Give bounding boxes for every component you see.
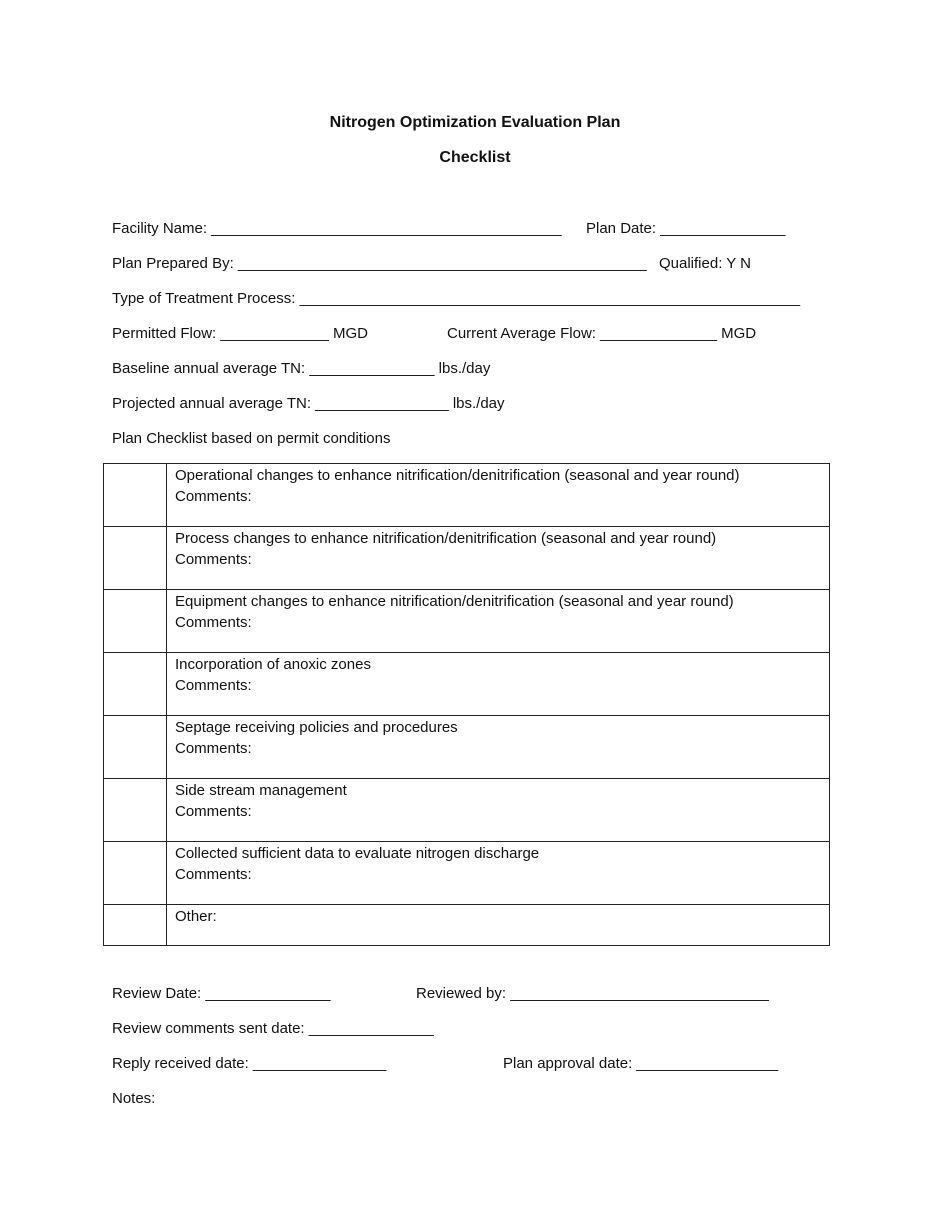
checkbox-cell[interactable] bbox=[104, 590, 167, 653]
checklist-item-cell[interactable] bbox=[167, 905, 830, 946]
checklist-item-label: Operational changes to enhance nitrification/denitrification (seasonal and year round) bbox=[175, 467, 740, 484]
checklist-intro: Plan Checklist based on permit conditions bbox=[112, 430, 391, 447]
checklist-row bbox=[104, 842, 830, 905]
checklist-row bbox=[104, 716, 830, 779]
checklist-item-label: Incorporation of anoxic zones bbox=[175, 656, 371, 673]
checklist-table bbox=[103, 463, 830, 946]
checklist-item-cell bbox=[167, 653, 830, 716]
notes-label[interactable]: Notes: bbox=[112, 1090, 156, 1107]
baseline-tn-field[interactable]: Baseline annual average TN: _______________ lbs./day bbox=[112, 360, 491, 377]
facility-name-field[interactable]: Facility Name: __________________________________________ bbox=[112, 220, 562, 237]
checklist-row bbox=[104, 527, 830, 590]
checklist-item-label: Collected sufficient data to evaluate nitrogen discharge bbox=[175, 845, 540, 862]
current-average-flow-field[interactable]: Current Average Flow: ______________ MGD bbox=[447, 325, 757, 342]
checklist-row-other bbox=[104, 905, 830, 946]
checklist-row bbox=[104, 590, 830, 653]
reviewed-by-field[interactable]: Reviewed by: _______________________________ bbox=[416, 985, 769, 1002]
checklist-item-cell bbox=[167, 716, 830, 779]
checkbox-cell[interactable] bbox=[104, 653, 167, 716]
treatment-process-field[interactable]: Type of Treatment Process: ____________________________________________________________ bbox=[112, 290, 801, 307]
checklist-row bbox=[104, 779, 830, 842]
checklist-item-cell bbox=[167, 842, 830, 905]
other-label: Other: bbox=[175, 908, 217, 925]
permitted-flow-field[interactable]: Permitted Flow: _____________ MGD bbox=[112, 325, 368, 342]
checklist-row bbox=[104, 464, 830, 527]
document-subtitle: Checklist bbox=[439, 149, 511, 166]
checklist-item-cell bbox=[167, 464, 830, 527]
checklist-item-cell bbox=[167, 527, 830, 590]
checklist-item-cell bbox=[167, 590, 830, 653]
comments-label[interactable]: Comments: bbox=[175, 614, 252, 631]
checkbox-cell[interactable] bbox=[104, 527, 167, 590]
plan-approval-date-field[interactable]: Plan approval date: _________________ bbox=[503, 1055, 779, 1072]
comments-label[interactable]: Comments: bbox=[175, 488, 252, 505]
comments-label[interactable]: Comments: bbox=[175, 551, 252, 568]
checkbox-cell[interactable] bbox=[104, 716, 167, 779]
review-date-field[interactable]: Review Date: _______________ bbox=[112, 985, 331, 1002]
comments-sent-date-field[interactable]: Review comments sent date: _______________ bbox=[112, 1020, 434, 1037]
comments-label[interactable]: Comments: bbox=[175, 866, 252, 883]
comments-label[interactable]: Comments: bbox=[175, 803, 252, 820]
checklist-item-label: Equipment changes to enhance nitrification/denitrification (seasonal and year round) bbox=[175, 593, 734, 610]
plan-date-field[interactable]: Plan Date: _______________ bbox=[586, 220, 786, 237]
checklist-item-label: Side stream management bbox=[175, 782, 347, 799]
checkbox-cell[interactable] bbox=[104, 779, 167, 842]
comments-label[interactable]: Comments: bbox=[175, 677, 252, 694]
checklist-item-label: Process changes to enhance nitrification/denitrification (seasonal and year round) bbox=[175, 530, 717, 547]
checklist-item-cell bbox=[167, 779, 830, 842]
checklist-item-label: Septage receiving policies and procedures bbox=[175, 719, 458, 736]
plan-prepared-by-field[interactable]: Plan Prepared By: _________________________________________________ bbox=[112, 255, 647, 272]
reply-received-date-field[interactable]: Reply received date: ________________ bbox=[112, 1055, 387, 1072]
checkbox-cell[interactable] bbox=[104, 905, 167, 946]
checklist-row bbox=[104, 653, 830, 716]
comments-label[interactable]: Comments: bbox=[175, 740, 252, 757]
document-title: Nitrogen Optimization Evaluation Plan bbox=[329, 114, 621, 131]
projected-tn-field[interactable]: Projected annual average TN: ________________ lbs./day bbox=[112, 395, 505, 412]
qualified-field[interactable]: Qualified: Y N bbox=[659, 255, 751, 272]
checkbox-cell[interactable] bbox=[104, 464, 167, 527]
checkbox-cell[interactable] bbox=[104, 842, 167, 905]
